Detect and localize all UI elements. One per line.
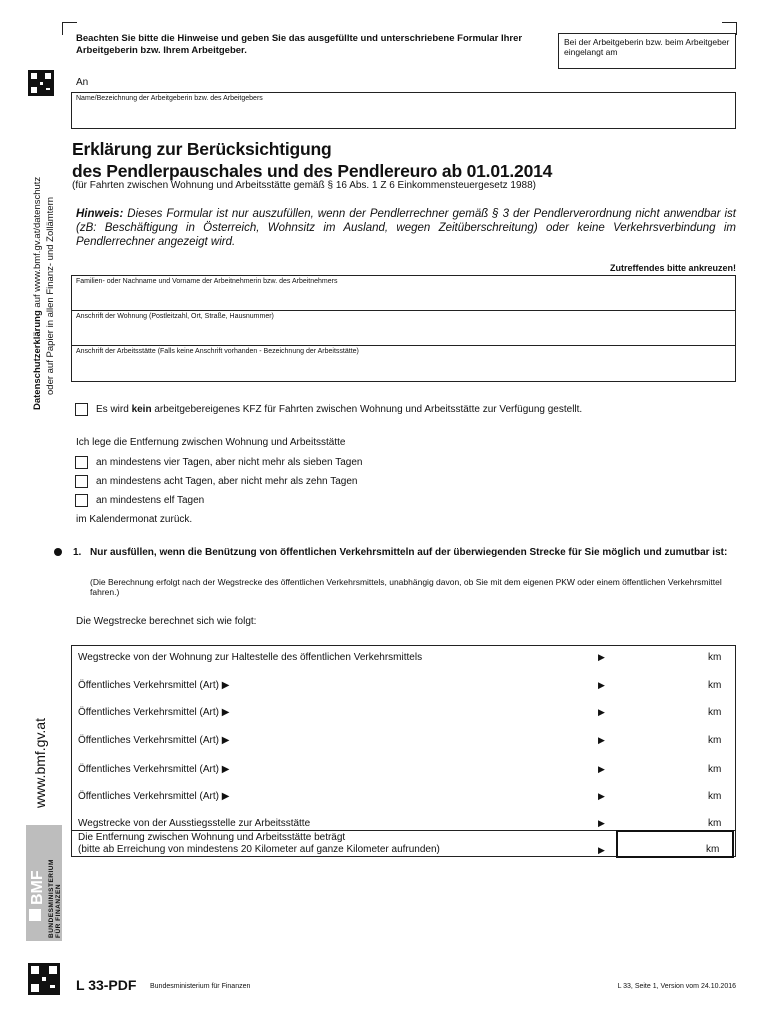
hinweis-label: Hinweis: [76,208,124,220]
days-8-10-checkbox[interactable] [75,475,88,488]
route-row-label: Wegstrecke von der Wohnung zur Haltestelle des öffentlichen Verkehrsmittels [78,652,423,663]
arrow-right-icon: ▶ [598,707,605,717]
form-id: L 33-PDF [76,977,137,993]
arrow-right-icon: ▶ [598,791,605,801]
home-address-label: Anschrift der Wohnung (Postleitzahl, Ort, Straße, Hausnummer) [76,313,274,320]
ministry-line-1: BUNDESMINISTERIUM [48,859,55,938]
section1-number: 1. [73,547,82,558]
arrow-right-icon: ▶ [598,818,605,828]
crop-mark-left [62,22,77,35]
person-info-box [71,275,736,382]
receipt-date-field[interactable] [558,33,736,69]
page-subtitle: (für Fahrten zwischen Wohnung und Arbeitsstätte gemäß § 16 Abs. 1 Z 6 Einkommensteuergesetz 1988) [72,180,536,191]
km-unit: km [708,680,722,691]
version-info: L 33, Seite 1, Version vom 24.10.2016 [617,983,736,990]
kfz-text-bold: kein [131,404,152,415]
km-unit: km [708,707,722,718]
days-option-label: an mindestens elf Tagen [96,495,205,506]
privacy-bold: Datenschutzerklärung [32,310,43,410]
km-unit: km [708,764,722,775]
days-11-checkbox[interactable] [75,494,88,507]
section1-heading [73,547,738,559]
kfz-text-post: arbeitgebereigenes KFZ für Fahrten zwischen Wohnung und Arbeitsstätte zur Verfügung gestellt. [151,404,583,415]
days-4-7-checkbox[interactable] [75,456,88,469]
days-option-label: an mindestens acht Tagen, aber nicht mehr als zehn Tagen [96,476,358,487]
check-instruction: Zutreffendes bitte ankreuzen! [609,263,736,273]
employer-name-field[interactable] [71,92,736,129]
total-line-1: Die Entfernung zwischen Wohnung und Arbeitsstätte beträgt [78,832,346,843]
route-row-label: Öffentliches Verkehrsmittel (Art) ▶ [78,764,230,775]
hinweis-notice [76,207,736,249]
month-text: im Kalendermonat zurück. [76,514,193,525]
submission-instruction: Beachten Sie bitte die Hinweise und geben Sie das ausgefüllte und unterschriebene Formular Ihrer Arbeitgeberin bzw. Ihrem Arbeitgeber. [76,33,523,56]
work-address-label: Anschrift der Arbeitsstätte (Falls keine Anschrift vorhanden - Bezeichnung der Arbeitsstätte) [76,348,359,355]
qr-code-top [28,70,54,96]
title-line-1: Erklärung zur Berücksichtigung [72,139,332,159]
issuer: Bundesministerium für Finanzen [150,983,251,990]
eagle-icon [29,909,41,921]
kfz-text-pre: Es wird [96,404,132,415]
arrow-right-icon: ▶ [598,652,605,662]
route-row-label: Wegstrecke von der Ausstiegsstelle zur Arbeitsstätte [78,818,311,829]
arrow-right-icon: ▶ [598,845,605,855]
days-option-label: an mindestens vier Tagen, aber nicht mehr als sieben Tagen [96,457,363,468]
home-address-field[interactable] [72,311,735,346]
route-row-label: Öffentliches Verkehrsmittel (Art) ▶ [78,791,230,802]
total-distance-label [78,832,440,856]
km-unit: km [708,791,722,802]
qr-code-bottom [28,963,60,995]
km-unit: km [706,844,720,855]
bullet-icon [54,548,62,556]
arrow-right-icon: ▶ [598,735,605,745]
privacy-statement [32,177,43,410]
hinweis-text: Dieses Formular ist nur auszufüllen, wenn der Pendlerrechner gemäß § 3 der Pendlerverordnung nicht anwendbar ist (zB: Beschäftigung in Österreich, Wohnsitz im Ausland, wegen Zeitüberschreitung) oder keine Verkehrsverbindung im Pendlerrechner angezeigt wird. [76,208,736,248]
kfz-checkbox[interactable] [75,403,88,416]
total-km-field[interactable] [616,830,734,858]
arrow-right-icon: ▶ [598,680,605,690]
kfz-statement [96,404,582,415]
employer-name-label: Name/Bezeichnung der Arbeitgeberin bzw. des Arbeitgebers [76,95,263,102]
website-url[interactable]: www.bmf.gv.at [32,718,48,808]
ministry-line-2: FÜR FINANZEN [55,883,62,938]
route-row-label: Öffentliches Verkehrsmittel (Art) ▶ [78,707,230,718]
total-line-2: (bitte ab Erreichung von mindestens 20 Kilometer auf ganze Kilometer aufrunden) [78,844,440,855]
section1-note: (Die Berechnung erfolgt nach der Wegstrecke des öffentlichen Verkehrsmittels, unabhängig davon, ob Sie mit dem eigenen PKW oder einem öffentlichen Verkehrsmittel fahren.) [90,577,722,597]
bmf-logo-text: BMF [29,870,46,905]
km-unit: km [708,652,722,663]
route-row-label: Öffentliches Verkehrsmittel (Art) ▶ [78,680,230,691]
employee-name-field[interactable] [72,276,735,311]
work-address-field[interactable] [72,346,735,381]
employee-name-label: Familien- oder Nachname und Vorname der Arbeitnehmerin bzw. des Arbeitnehmers [76,278,338,285]
addressee-label: An [76,77,89,88]
title-line-2: des Pendlerpauschales und des Pendlereuro ab 01.01.2014 [72,161,553,181]
arrow-right-icon: ▶ [598,764,605,774]
privacy-rest: auf www.bmf.gv.at/datenschutz [32,176,43,311]
route-row-label: Öffentliches Verkehrsmittel (Art) ▶ [78,735,230,746]
km-unit: km [708,818,722,829]
privacy-line-2: oder auf Papier in allen Finanz- und Zollämtern [45,196,56,395]
route-intro: Die Wegstrecke berechnet sich wie folgt: [76,616,257,627]
route-table [71,645,736,857]
distance-intro: Ich lege die Entfernung zwischen Wohnung und Arbeitsstätte [76,437,346,448]
km-unit: km [708,735,722,746]
section1-heading-text: Nur ausfüllen, wenn die Benützung von öffentlichen Verkehrsmitteln auf der überwiegenden Strecke für Sie möglich und zumutbar ist: [90,547,728,558]
receipt-date-label: Bei der Arbeitgeberin bzw. beim Arbeitgeber eingelangt am [564,37,730,57]
page-title [72,138,552,182]
